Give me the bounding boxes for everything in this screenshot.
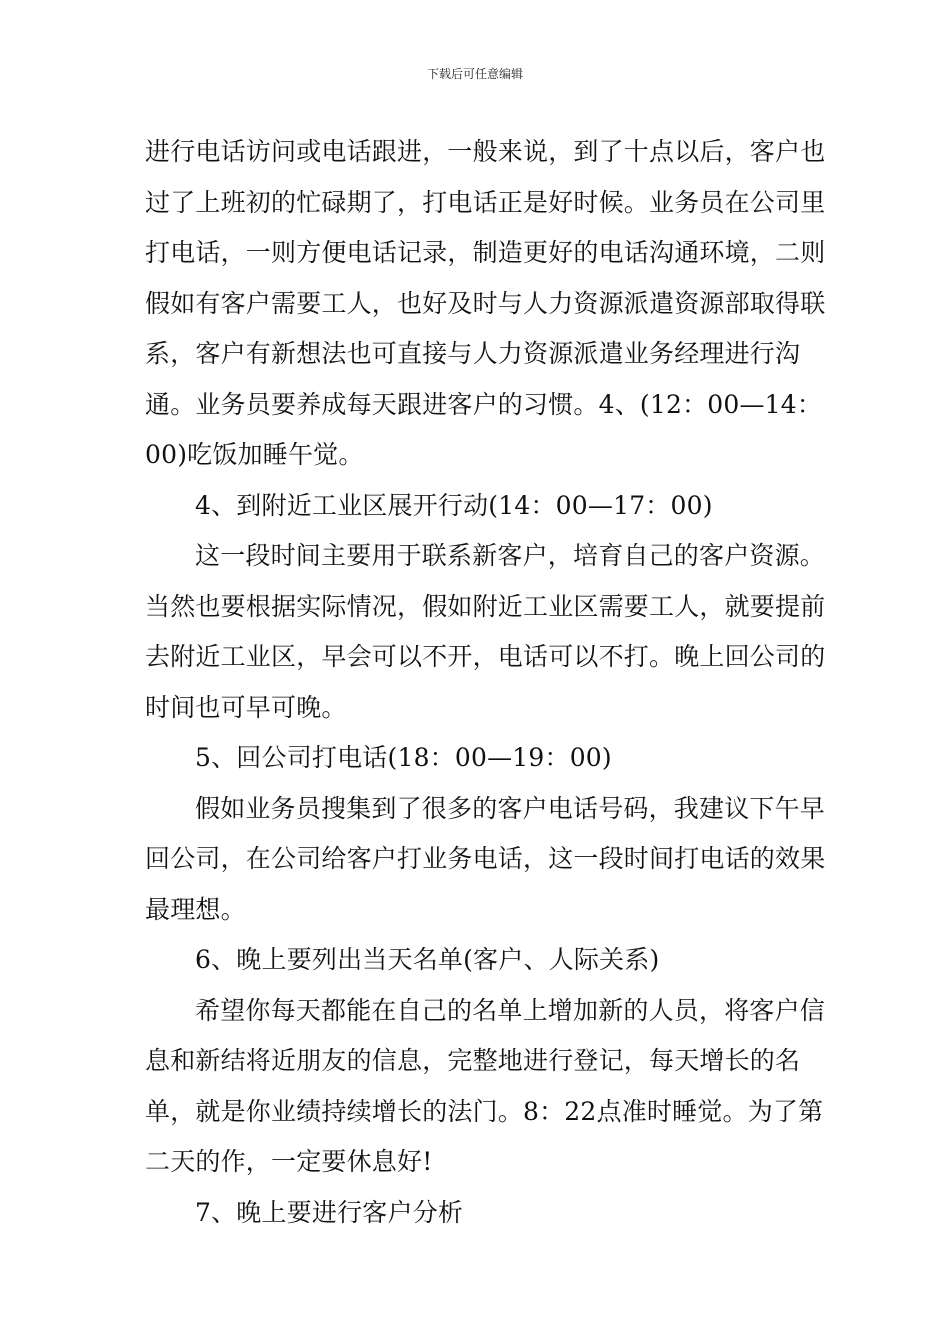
paragraph-phone-followup: 进行电话访问或电话跟进，一般来说，到了十点以后，客户也过了上班初的忙碌期了，打电话正是好时候。业务员在公司里打电话，一则方便电话记录，制造更好的电话沟通环境，二则假如有客户需要工人，也好及时与人力资源派遣资源部取得联系，客户有新想法也可直接与人力资源派遣业务经理进行沟通。业务员要养成每天跟进客户的习惯。4、(12：00—14：00)吃饭加睡午觉。 xyxy=(145,137,826,469)
heading-evening-list: 6、晚上要列出当天名单(客户、人际关系) xyxy=(195,945,660,974)
document-body xyxy=(145,127,835,1238)
heading-client-analysis: 7、晚上要进行客户分析 xyxy=(195,1197,464,1227)
heading-return-office: 5、回公司打电话(18：00—19：00) xyxy=(195,743,612,772)
heading-industrial-zone: 4、到附近工业区展开行动(14：00—17：00) xyxy=(195,490,713,520)
paragraph-new-clients: 这一段时间主要用于联系新客户，培育自己的客户资源。当然也要根据实际情况，假如附近工业区需要工人，就要提前去附近工业区，早会可以不开，电话可以不打。晚上回公司的时间也可早可晚。 xyxy=(145,541,826,722)
paragraph-name-list: 希望你每天都能在自己的名单上增加新的人员，将客户信息和新结将近朋友的信息，完整地进行登记，每天增长的名单，就是你业绩持续增长的法门。8：22点准时睡觉。为了第二天的作，一定要休息好! xyxy=(145,995,826,1176)
page-header: 下载后可任意编辑 xyxy=(426,67,523,81)
paragraph-afternoon-calls: 假如业务员搜集到了很多的客户电话号码，我建议下午早回公司，在公司给客户打业务电话，这一段时间打电话的效果最理想。 xyxy=(145,793,826,924)
